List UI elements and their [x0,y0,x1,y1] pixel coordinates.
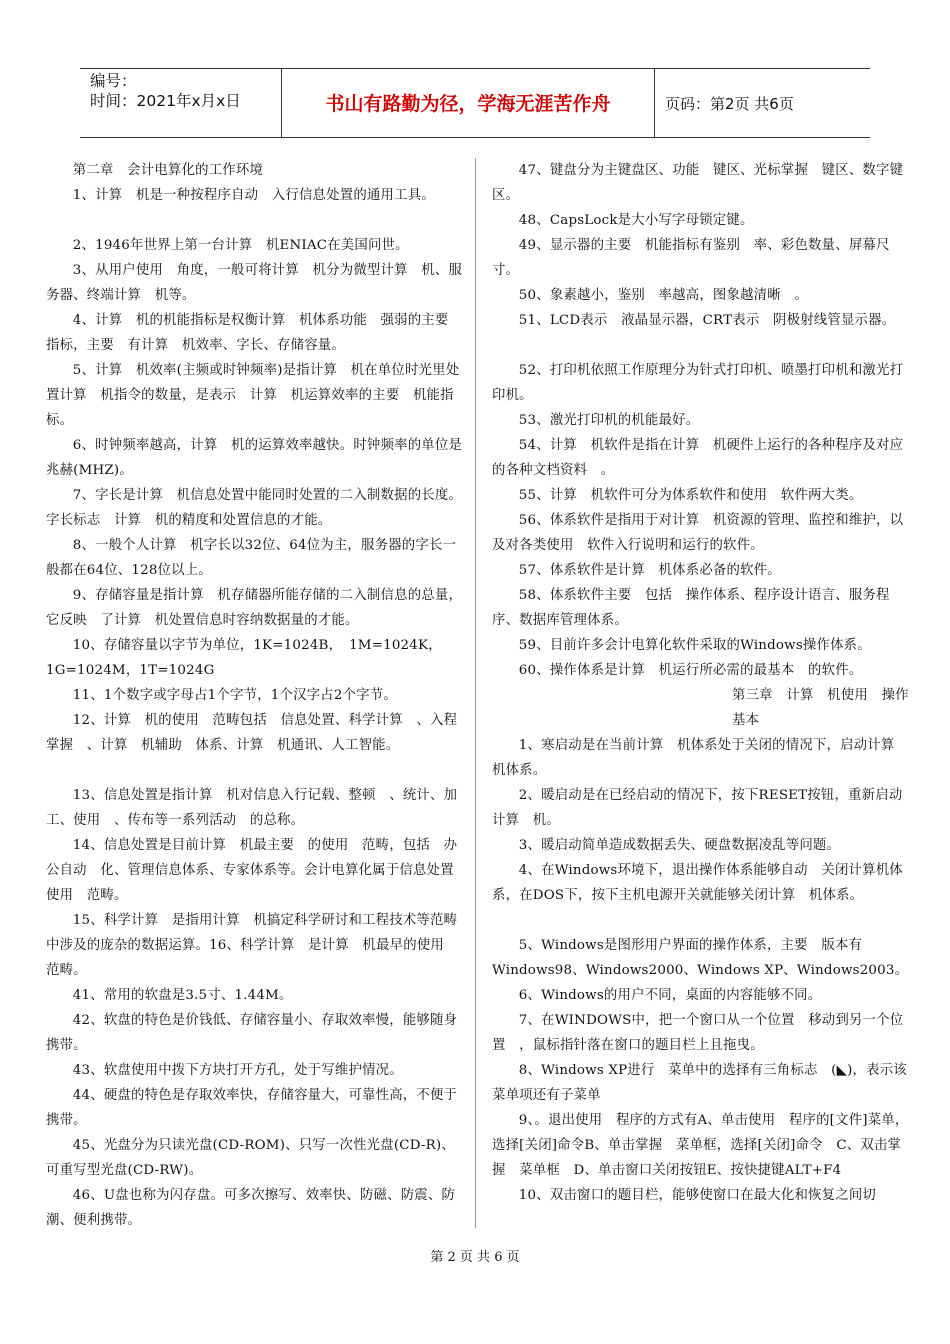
time-label: 时间：2021年x月x日 [90,92,241,110]
paragraph: 8、一般个人计算 机字长以32位、64位为主，服务器的字长一般都在64位、128位以上。 [46,538,457,578]
paragraph: 60、操作体系是计算 机运行所必需的最基本 的软件。 [518,663,863,678]
header-motto: 书山有路勤为径，学海无涯苦作舟 [325,93,611,115]
paragraph: 55、计算 机软件可分为体系软件和使用 软件两大类。 [518,488,863,503]
right-column [492,158,912,1208]
paragraph: 10、存储容量以字节为单位，1K=1024B， 1M=1024K，1G=1024M，1T=1024G [46,638,442,678]
paragraph: 50、象素越小，鉴别 率越高，图象越清晰 。 [518,288,809,303]
paragraph: 14、信息处置是目前计算 机最主要 的使用 范畴，包括 办公自动 化、管理信息体系、专家体系等。会计电算化属于信息处置使用 范畴。 [46,838,458,903]
blank-line [492,333,912,358]
paragraph: 49、显示器的主要 机能指标有鉴别 率、彩色数量、屏幕尺寸。 [492,238,890,278]
paragraph: 59、目前许多会计电算化软件采取的Windows操作体系。 [518,638,871,653]
paragraph: 43、软盘使用中拨下方块打开方孔，处于写维护情况。 [72,1063,403,1078]
paragraph: 58、体系软件主要 包括 操作体系、程序设计语言、服务程序、数据库管理体系。 [492,588,890,628]
column-divider [475,158,476,1228]
paragraph: 6、时钟频率越高，计算 机的运算效率越快。时钟频率的单位是兆赫(MHZ)。 [46,438,463,478]
paragraph: 4、计算 机的机能指标是权衡计算 机体系功能 强弱的主要 指标，主要 有计算 机效率、字长、存储容量。 [46,313,463,353]
paragraph: 15、科学计算 是指用计算 机搞定科学研讨和工程技术等范畴中涉及的庞杂的数据运算。16、科学计算 是计算 机最早的使用 范畴。 [46,913,458,978]
paragraph: 10、双击窗口的题目栏，能够使窗口在最大化和恢复之间切 [518,1188,876,1203]
header-divider [654,69,655,137]
paragraph: 5、Windows是图形用户界面的操作体系，主要 版本有Windows98、Windows2000、Windows XP、Windows2003。 [492,938,909,978]
paragraph: 53、激光打印机的机能最好。 [518,413,700,428]
paragraph: 6、Windows的用户不同，桌面的内容能够不同。 [518,988,822,1003]
paragraph: 3、暖启动简单造成数据丢失、硬盘数据凌乱等问题。 [518,838,841,853]
paragraph: 7、字长是计算 机信息处置中能同时处置的二入制数据的长度。字长标志 计算 机的精度和处置信息的才能。 [46,488,463,528]
paragraph: 11、1个数字或字母占1个字节，1个汉字占2个字节。 [72,688,397,703]
paragraph: 3、从用户使用 角度，一般可将计算 机分为微型计算 机、服务器、终端计算 机等。 [46,263,463,303]
paragraph: 第三章 计算 机使用 操作基本 [732,688,909,728]
paragraph: 7、在WINDOWS中，把一个窗口从一个位置 移动到另一个位置 ，鼠标指针落在窗口的题目栏上且拖曳。 [492,1013,904,1053]
paragraph: 8、Windows XP进行 菜单中的选择有三角标志 (◣)，表示该菜单项还有子菜单 [492,1063,907,1103]
paragraph: 48、CapsLock是大小写字母锁定键。 [518,213,754,228]
number-label: 编号： [90,72,137,90]
paragraph: 1、计算 机是一种按程序自动 入行信息处置的通用工具。 [72,188,435,203]
paragraph: 9、存储容量是指计算 机存储器所能存储的二入制信息的总量，它反映 了计算 机处置信息时容纳数据量的才能。 [46,588,463,628]
page-header [80,68,870,138]
paragraph: 12、计算 机的使用 范畴包括 信息处置、科学计算 、入程掌握 、计算 机辅助 体系、计算 机通讯、人工智能。 [46,713,458,753]
paragraph: 2、1946年世界上第一台计算 机ENIAC在美国问世。 [72,238,409,253]
paragraph: 5、计算 机效率(主频或时钟频率)是指计算 机在单位时光里处置计算 机指令的数量，是表示 计算 机运算效率的主要 机能指标。 [46,363,460,428]
paragraph: 44、硬盘的特色是存取效率快，存储容量大，可靠性高，不便于携带。 [46,1088,458,1128]
paragraph: 第二章 会计电算化的工作环境 [72,163,264,178]
blank-line [46,758,466,783]
paragraph: 4、在Windows环境下，退出操作体系能够自动 关闭计算机体系，在DOS下，按下主机电源开关就能够关闭计算 机体系。 [492,863,903,903]
paragraph: 54、计算 机软件是指在计算 机硬件上运行的各种程序及对应的各种文档资料 。 [492,438,904,478]
page-footer: 第 2 页 共 6 页 [430,1250,520,1265]
paragraph: 1、寒启动是在当前计算 机体系处于关闭的情况下，启动计算 机体系。 [492,738,909,778]
blank-line [492,908,912,933]
paragraph: 2、暖启动是在已经启动的情况下，按下RESET按钮，重新启动计算 机。 [492,788,903,828]
paragraph: 52、打印机依照工作原理分为针式打印机、喷墨打印机和激光打印机。 [492,363,904,403]
paragraph: 42、软盘的特色是价钱低、存储容量小、存取效率慢，能够随身携带。 [46,1013,458,1053]
paragraph: 9、。退出使用 程序的方式有A、单击使用 程序的[文件]菜单，选择[关闭]命令B、单击掌握 菜单框，选择[关闭]命令 C、双击掌握 菜单框 D、单击窗口关闭按钮E、按快捷键ALT+F4 [492,1113,909,1178]
paragraph: 41、常用的软盘是3.5寸、1.44M。 [72,988,293,1003]
paragraph: 46、U盘也称为闪存盘。可多次擦写、效率快、防磁、防震、防潮、便利携带。 [46,1188,456,1228]
page-code: 页码：第2页 共6页 [665,95,794,113]
header-meta [90,71,280,111]
blank-line [46,208,466,233]
paragraph: 13、信息处置是指计算 机对信息入行记载、整顿 、统计、加工、使用 、传布等一系列活动 的总称。 [46,788,458,828]
paragraph: 47、键盘分为主键盘区、功能 键区、光标掌握 键区、数字键区。 [492,163,904,203]
paragraph: 45、光盘分为只读光盘(CD-ROM)、只写一次性光盘(CD-R)、可重写型光盘(CD-RW)。 [46,1138,455,1178]
left-column [46,158,466,1233]
paragraph: 57、体系软件是计算 机体系必备的软件。 [518,563,781,578]
paragraph: 56、体系软件是指用于对计算 机资源的管理、监控和维护，以及对各类使用 软件入行说明和运行的软件。 [492,513,904,553]
paragraph: 51、LCD表示 液晶显示器，CRT表示 阴极射线管显示器。 [518,313,896,328]
